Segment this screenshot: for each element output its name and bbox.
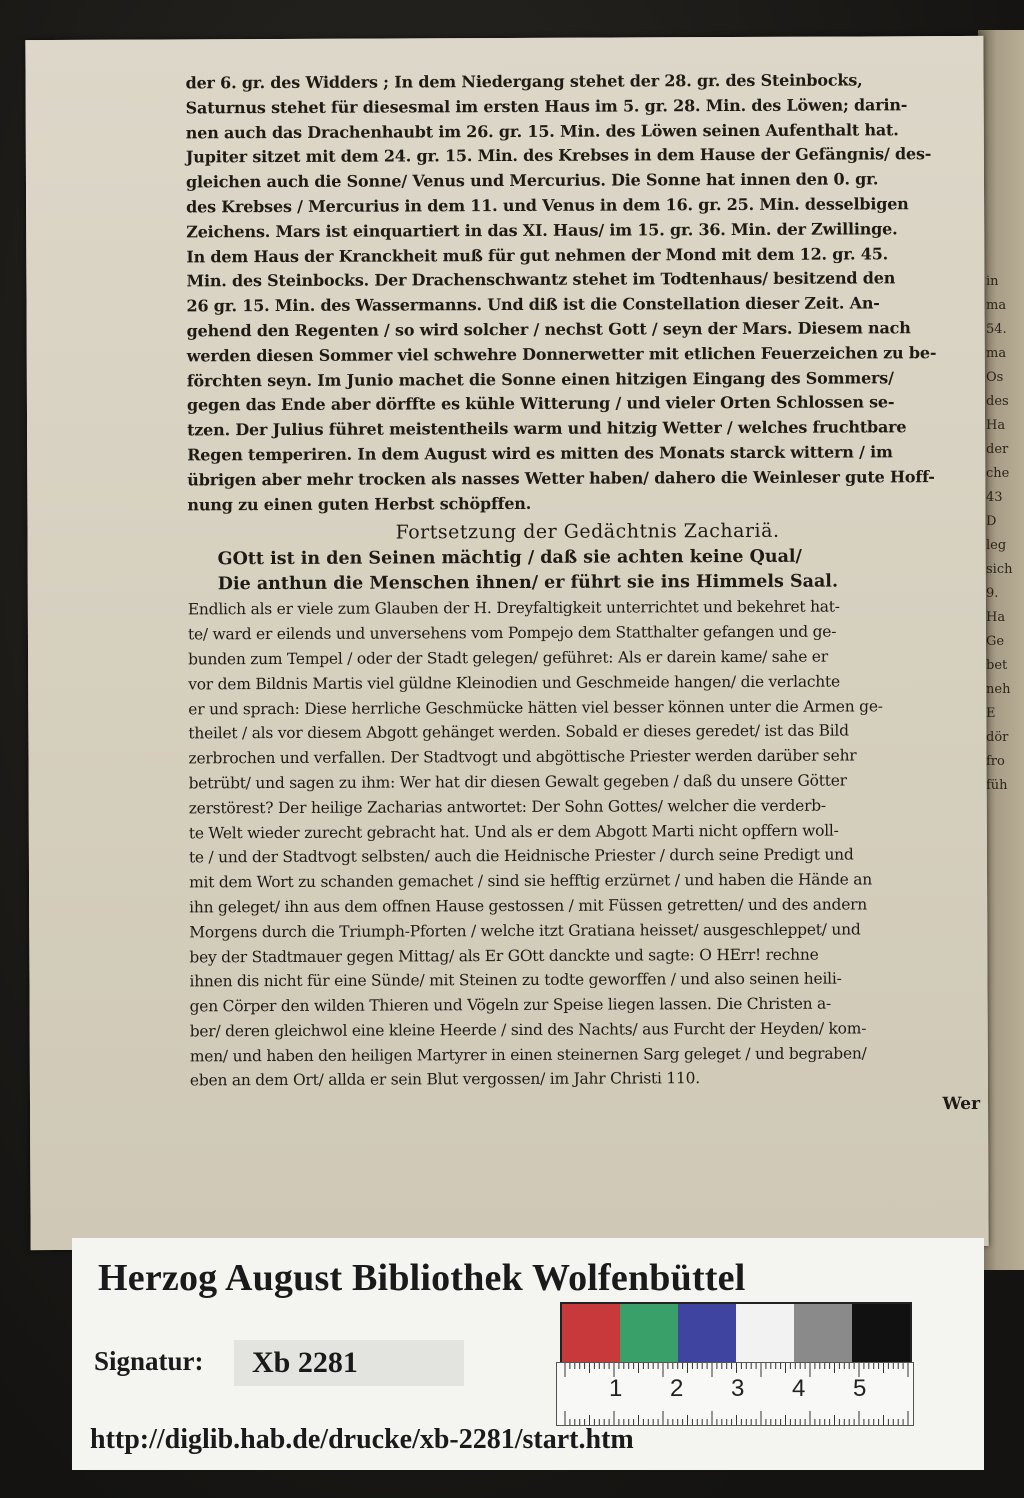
text-line: bunden zum Tempel / oder der Stadt gelegen/ geführet: Als er darein kame/ sahe er [188, 647, 828, 669]
fragment-text: sich [986, 562, 1013, 577]
ruler-number: 1 [609, 1375, 623, 1402]
text-line: ihnen dis nicht für eine Sünde/ mit Steinen zu todte geworffen / und also seinen heili- [189, 969, 842, 991]
color-swatch [794, 1304, 852, 1362]
text-line: In dem Haus der Kranckheit muß für gut nehmen der Mond mit dem 12. gr. 45. [186, 243, 889, 266]
fragment-text: füh [986, 778, 1008, 793]
text-line: er und sprach: Diese herrliche Geschmücke hätten viel besser können unter die Armen ge- [188, 696, 883, 718]
book-page [25, 36, 988, 1250]
text-line: theilet / als vor diesem Abgott gehänget werden. Sobald er dieses geredet/ ist das Bild [188, 721, 849, 743]
text-line: gleichen auch die Sonne/ Venus und Mercurius. Die Sonne hat innen den 0. gr. [185, 169, 879, 192]
fragment-text: fro [986, 754, 1005, 769]
zacharias-paragraph [188, 594, 990, 1093]
adjacent-page-text [986, 270, 1024, 798]
text-line: Zeichens. Mars ist einquartiert in das XI. Haus/ im 15. gr. 36. Min. der Zwillinge. [186, 219, 898, 242]
text-line: te/ ward er eilends und unversehens vom Pompejo dem Statthalter gefangen und ge- [187, 622, 837, 644]
text-line: förchten seyn. Im Junio machet die Sonne einen hitzigen Eingang des Sommers/ [186, 367, 894, 390]
verse-line: GOtt ist in den Seinen mächtig / daß sie achten keine Qual/ [217, 547, 802, 570]
color-swatch [562, 1304, 620, 1362]
library-name: Herzog August Bibliothek Wolfenbüttel [98, 1257, 746, 1299]
text-line: ihn geleget/ ihn aus dem offnen Hause gestossen / mit Füssen getretten/ und des andern [189, 895, 868, 917]
text-line: nung zu einen guten Herbst schöpffen. [187, 493, 532, 514]
fragment-text: Ha [986, 418, 1006, 433]
text-line: zerbrochen und verfallen. Der Stadtvogt und abgöttische Priester werden darüber sehr [188, 746, 857, 768]
fragment-text: bet [986, 658, 1008, 673]
fragment-text: ma [986, 346, 1007, 361]
text-line: gehend den Regenten / so wird solcher / nechst Gott / seyn der Mars. Diesem nach [186, 318, 911, 341]
text-line: betrübt/ und sagen zu ihm: Wer hat dir diesen Gewalt gegeben / daß du unsere Götter [188, 771, 847, 793]
text-line: tzen. Der Julius führet meistentheils warm und hitzig Wetter / welches fruchtbare [187, 417, 907, 440]
text-line: mit dem Wort zu schanden gemachet / sind sie hefftig erzürnet / und haben die Hände an [189, 870, 873, 892]
text-line: Regen temperiren. In dem August wird es mitten des Monats starck wittern / im [187, 442, 893, 465]
text-line: Jupiter sitzet mit dem 24. gr. 15. Min. des Krebses in dem Hause der Gefängnis/ des- [185, 144, 932, 167]
text-line: te Welt wieder zurecht gebracht hat. Und als er dem Abgott Marti nicht opffern woll- [188, 821, 839, 842]
section-heading: Fortsetzung der Gedächtnis Zachariä. [395, 520, 780, 544]
text-line: 26 gr. 15. Min. des Wassermanns. Und diß ist die Constellation dieser Zeit. An- [186, 293, 880, 316]
text-line: Saturnus stehet für diesesmal im ersten Haus im 5. gr. 28. Min. des Löwen; darin- [185, 95, 908, 118]
text-line: bey der Stadtmauer gegen Mittag/ als Er GOtt danckte und sagte: O HErr! rechne [189, 945, 819, 966]
fragment-text: Ge [986, 634, 1005, 649]
fragment-text: der [986, 442, 1009, 457]
signature-value: Xb 2281 [234, 1340, 464, 1386]
digital-library-url: http://diglib.hab.de/drucke/xb-2281/start.htm [90, 1424, 634, 1455]
fragment-text: 54. [986, 322, 1007, 337]
verse-line: Die anthun die Menschen ihnen/ er führt sie ins Himmels Saal. [217, 571, 839, 595]
text-line: Endlich als er viele zum Glauben der H. Dreyfaltigkeit unterrichtet und bekehret hat- [187, 597, 840, 619]
text-line: übrigen aber mehr trocken als nasses Wetter haben/ dahero die Weinleser gute Hoff- [187, 466, 935, 490]
signature-label: Signatur: [94, 1346, 204, 1376]
fragment-text: Ha [986, 610, 1006, 625]
color-swatch [620, 1304, 678, 1362]
text-line: gen Cörper den wilden Thieren und Vögeln zur Speise liegen lassen. Die Christen a- [189, 994, 832, 1016]
text-line: werden diesen Sommer viel schwehre Donnerwetter mit etlichen Feuerzeichen zu be- [186, 342, 937, 366]
page-text [186, 68, 991, 1120]
astrology-paragraph [186, 68, 988, 518]
catchword: Wer [942, 1094, 981, 1115]
color-swatch [852, 1304, 910, 1362]
fragment-text: E [986, 706, 996, 721]
scale-ruler [556, 1362, 914, 1426]
fragment-text: ma [986, 298, 1007, 313]
color-swatch [736, 1304, 794, 1362]
fragment-text: che [986, 466, 1010, 481]
text-line: te / und der Stadtvogt selbsten/ auch die Heidnische Priester / durch seine Predigt und [188, 845, 854, 867]
fragment-text: 43 [986, 490, 1003, 505]
fragment-text: des [986, 394, 1009, 409]
fragment-text: leg [986, 538, 1007, 553]
text-line: der 6. gr. des Widders ; In dem Niedergang stehet der 28. gr. des Steinbocks, [185, 70, 863, 93]
text-line: ber/ deren gleichwol eine kleine Heerde / sind des Nachts/ aus Furcht der Heyden/ kom- [189, 1019, 867, 1041]
text-line: Morgens durch die Triumph-Pforten / welche itzt Gratiana heisset/ ausgeschleppet/ und [189, 920, 861, 942]
verse-couplet [188, 544, 988, 597]
fragment-text: 9. [986, 586, 999, 601]
fragment-text: in [986, 274, 999, 289]
text-line: des Krebses / Mercurius in dem 11. und Venus in dem 16. gr. 25. Min. desselbigen [186, 194, 909, 217]
ruler-number: 4 [792, 1375, 806, 1402]
text-line: Min. des Steinbocks. Der Drachenschwantz stehet im Todtenhaus/ besitzend den [186, 268, 896, 291]
text-line: men/ und haben den heiligen Martyrer in einen steinernen Sarg geleget / und begraben/ [189, 1044, 867, 1066]
fragment-text: Os [986, 370, 1004, 385]
ruler-number: 3 [731, 1375, 745, 1402]
ruler-number: 5 [853, 1375, 867, 1402]
library-label [72, 1238, 984, 1470]
fragment-text: dör [986, 730, 1009, 745]
fragment-text: neh [986, 682, 1011, 697]
color-swatch [678, 1304, 736, 1362]
text-line: zerstörest? Der heilige Zacharias antwortet: Der Sohn Gottes/ welcher die verderb- [188, 796, 826, 818]
ruler-number: 2 [670, 1375, 684, 1402]
text-line: eben an dem Ort/ allda er sein Blut vergossen/ im Jahr Christi 110. [189, 1069, 700, 1090]
color-calibration-strip [560, 1302, 912, 1364]
text-line: nen auch das Drachenhaubt im 26. gr. 15. Min. des Löwen seinen Aufenthalt hat. [185, 119, 899, 142]
text-line: vor dem Bildnis Martis viel güldne Kleinodien und Geschmeide hangen/ die verlachte [188, 672, 840, 694]
fragment-text: D [986, 514, 997, 529]
text-line: gegen das Ende aber dörffte es kühle Witterung / und vieler Orten Schlossen se- [186, 392, 895, 415]
